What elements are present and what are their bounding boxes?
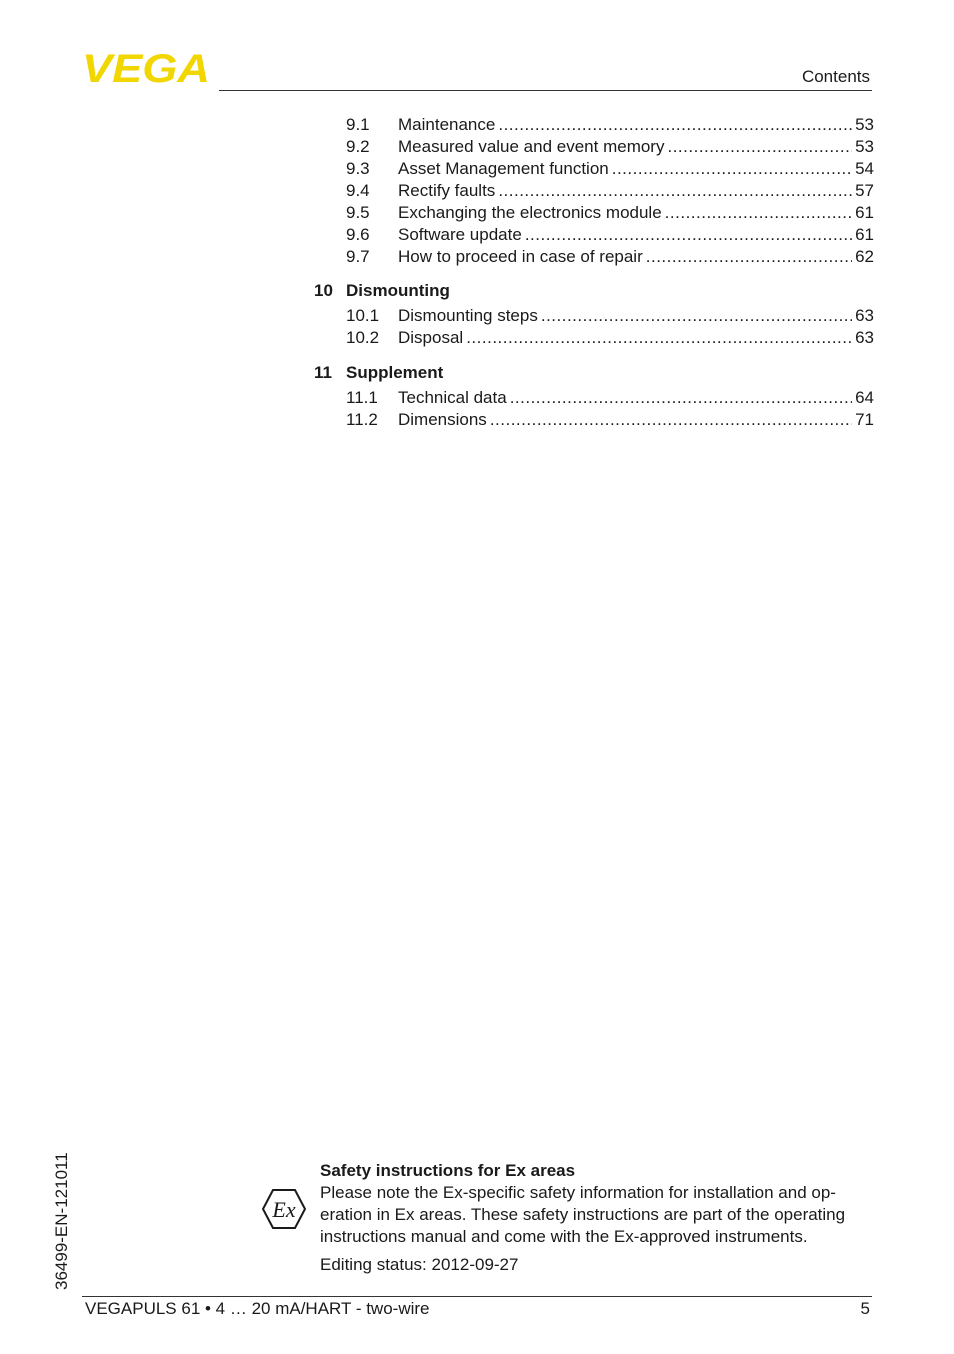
toc-leader: [665, 202, 852, 224]
editing-status: Editing status: 2012-09-27: [320, 1255, 519, 1274]
toc-entry-9-3[interactable]: [346, 158, 874, 180]
header-divider: [219, 90, 872, 91]
footer-product: VEGAPULS 61 • 4 … 20 mA/HART - two-wire: [85, 1299, 430, 1318]
toc-entry-9-2[interactable]: [346, 136, 874, 158]
toc-page: 63: [855, 306, 874, 325]
toc-chapter-10[interactable]: [314, 280, 450, 302]
safety-line: Please note the Ex-specific safety information for installation and op-: [320, 1183, 836, 1202]
toc-chapter-11[interactable]: [314, 362, 443, 384]
toc-leader: [498, 114, 852, 136]
header-title: Contents: [801, 67, 870, 86]
ex-hazard-icon: [262, 1188, 306, 1230]
toc-number: 11.2: [346, 410, 378, 429]
toc-number: 9.2: [346, 137, 370, 156]
toc-leader: [466, 327, 852, 349]
safety-line: instructions manual and come with the Ex-approved instruments.: [320, 1227, 808, 1246]
toc-title: Maintenance: [398, 115, 496, 134]
toc-entry-11-1[interactable]: [346, 387, 874, 409]
toc-entry-9-1[interactable]: [346, 114, 874, 136]
toc-title: Dimensions: [398, 410, 487, 429]
toc-title: Measured value and event memory: [398, 137, 665, 156]
svg-text:Ex: Ex: [272, 1197, 296, 1222]
svg-text:VEGA: VEGA: [82, 50, 210, 84]
toc-leader: [667, 136, 852, 158]
toc-page: 71: [855, 410, 874, 429]
toc-entry-9-6[interactable]: [346, 224, 874, 246]
toc-page: 53: [855, 137, 874, 156]
toc-leader: [490, 409, 852, 431]
toc-number: 9.1: [346, 115, 370, 134]
toc-entry-11-2[interactable]: [346, 409, 874, 431]
toc-page: 63: [855, 328, 874, 347]
chapter-title: Supplement: [346, 363, 444, 382]
toc-title: How to proceed in case of repair: [398, 247, 643, 266]
toc-title: Technical data: [398, 388, 507, 407]
toc-leader: [498, 180, 852, 202]
toc-number: 9.3: [346, 159, 370, 178]
toc-leader: [612, 158, 852, 180]
toc-page: 61: [855, 225, 874, 244]
toc-entry-9-4[interactable]: [346, 180, 874, 202]
toc-leader: [541, 305, 852, 327]
toc-entry-9-5[interactable]: [346, 202, 874, 224]
safety-line: eration in Ex areas. These safety instructions are part of the operating: [320, 1205, 846, 1224]
toc-number: 9.6: [346, 225, 370, 244]
toc-title: Asset Management function: [398, 159, 609, 178]
toc-number: 9.7: [346, 247, 370, 266]
toc-title: Software update: [398, 225, 522, 244]
chapter-number: 11: [314, 363, 332, 382]
toc-page: 57: [855, 181, 874, 200]
toc-number: 9.5: [346, 203, 370, 222]
toc-page: 53: [855, 115, 874, 134]
chapter-title: Dismounting: [346, 281, 450, 300]
toc-page: 62: [855, 247, 874, 266]
toc-page: 54: [855, 159, 874, 178]
vega-logo: [82, 50, 212, 84]
toc-title: Dismounting steps: [398, 306, 538, 325]
safety-title: Safety instructions for Ex areas: [320, 1161, 576, 1180]
toc-number: 11.1: [346, 388, 378, 407]
page-number: 5: [860, 1299, 870, 1318]
toc-entry-10-2[interactable]: [346, 327, 874, 349]
toc-entry-10-1[interactable]: [346, 305, 874, 327]
safety-instructions: [320, 1160, 880, 1248]
toc-number: 9.4: [346, 181, 370, 200]
toc-number: 10.2: [346, 328, 380, 347]
toc-title: Disposal: [398, 328, 464, 347]
toc-title: Rectify faults: [398, 181, 496, 200]
toc-leader: [646, 246, 852, 268]
document-code: 36499-EN-121011: [52, 1152, 71, 1290]
toc-number: 10.1: [346, 306, 380, 325]
toc-leader: [510, 387, 852, 409]
toc-title: Exchanging the electronics module: [398, 203, 662, 222]
toc-page: 64: [855, 388, 874, 407]
toc-page: 61: [855, 203, 874, 222]
toc-leader: [525, 224, 852, 246]
footer-divider: [82, 1296, 872, 1297]
chapter-number: 10: [314, 281, 333, 300]
toc-entry-9-7[interactable]: [346, 246, 874, 268]
